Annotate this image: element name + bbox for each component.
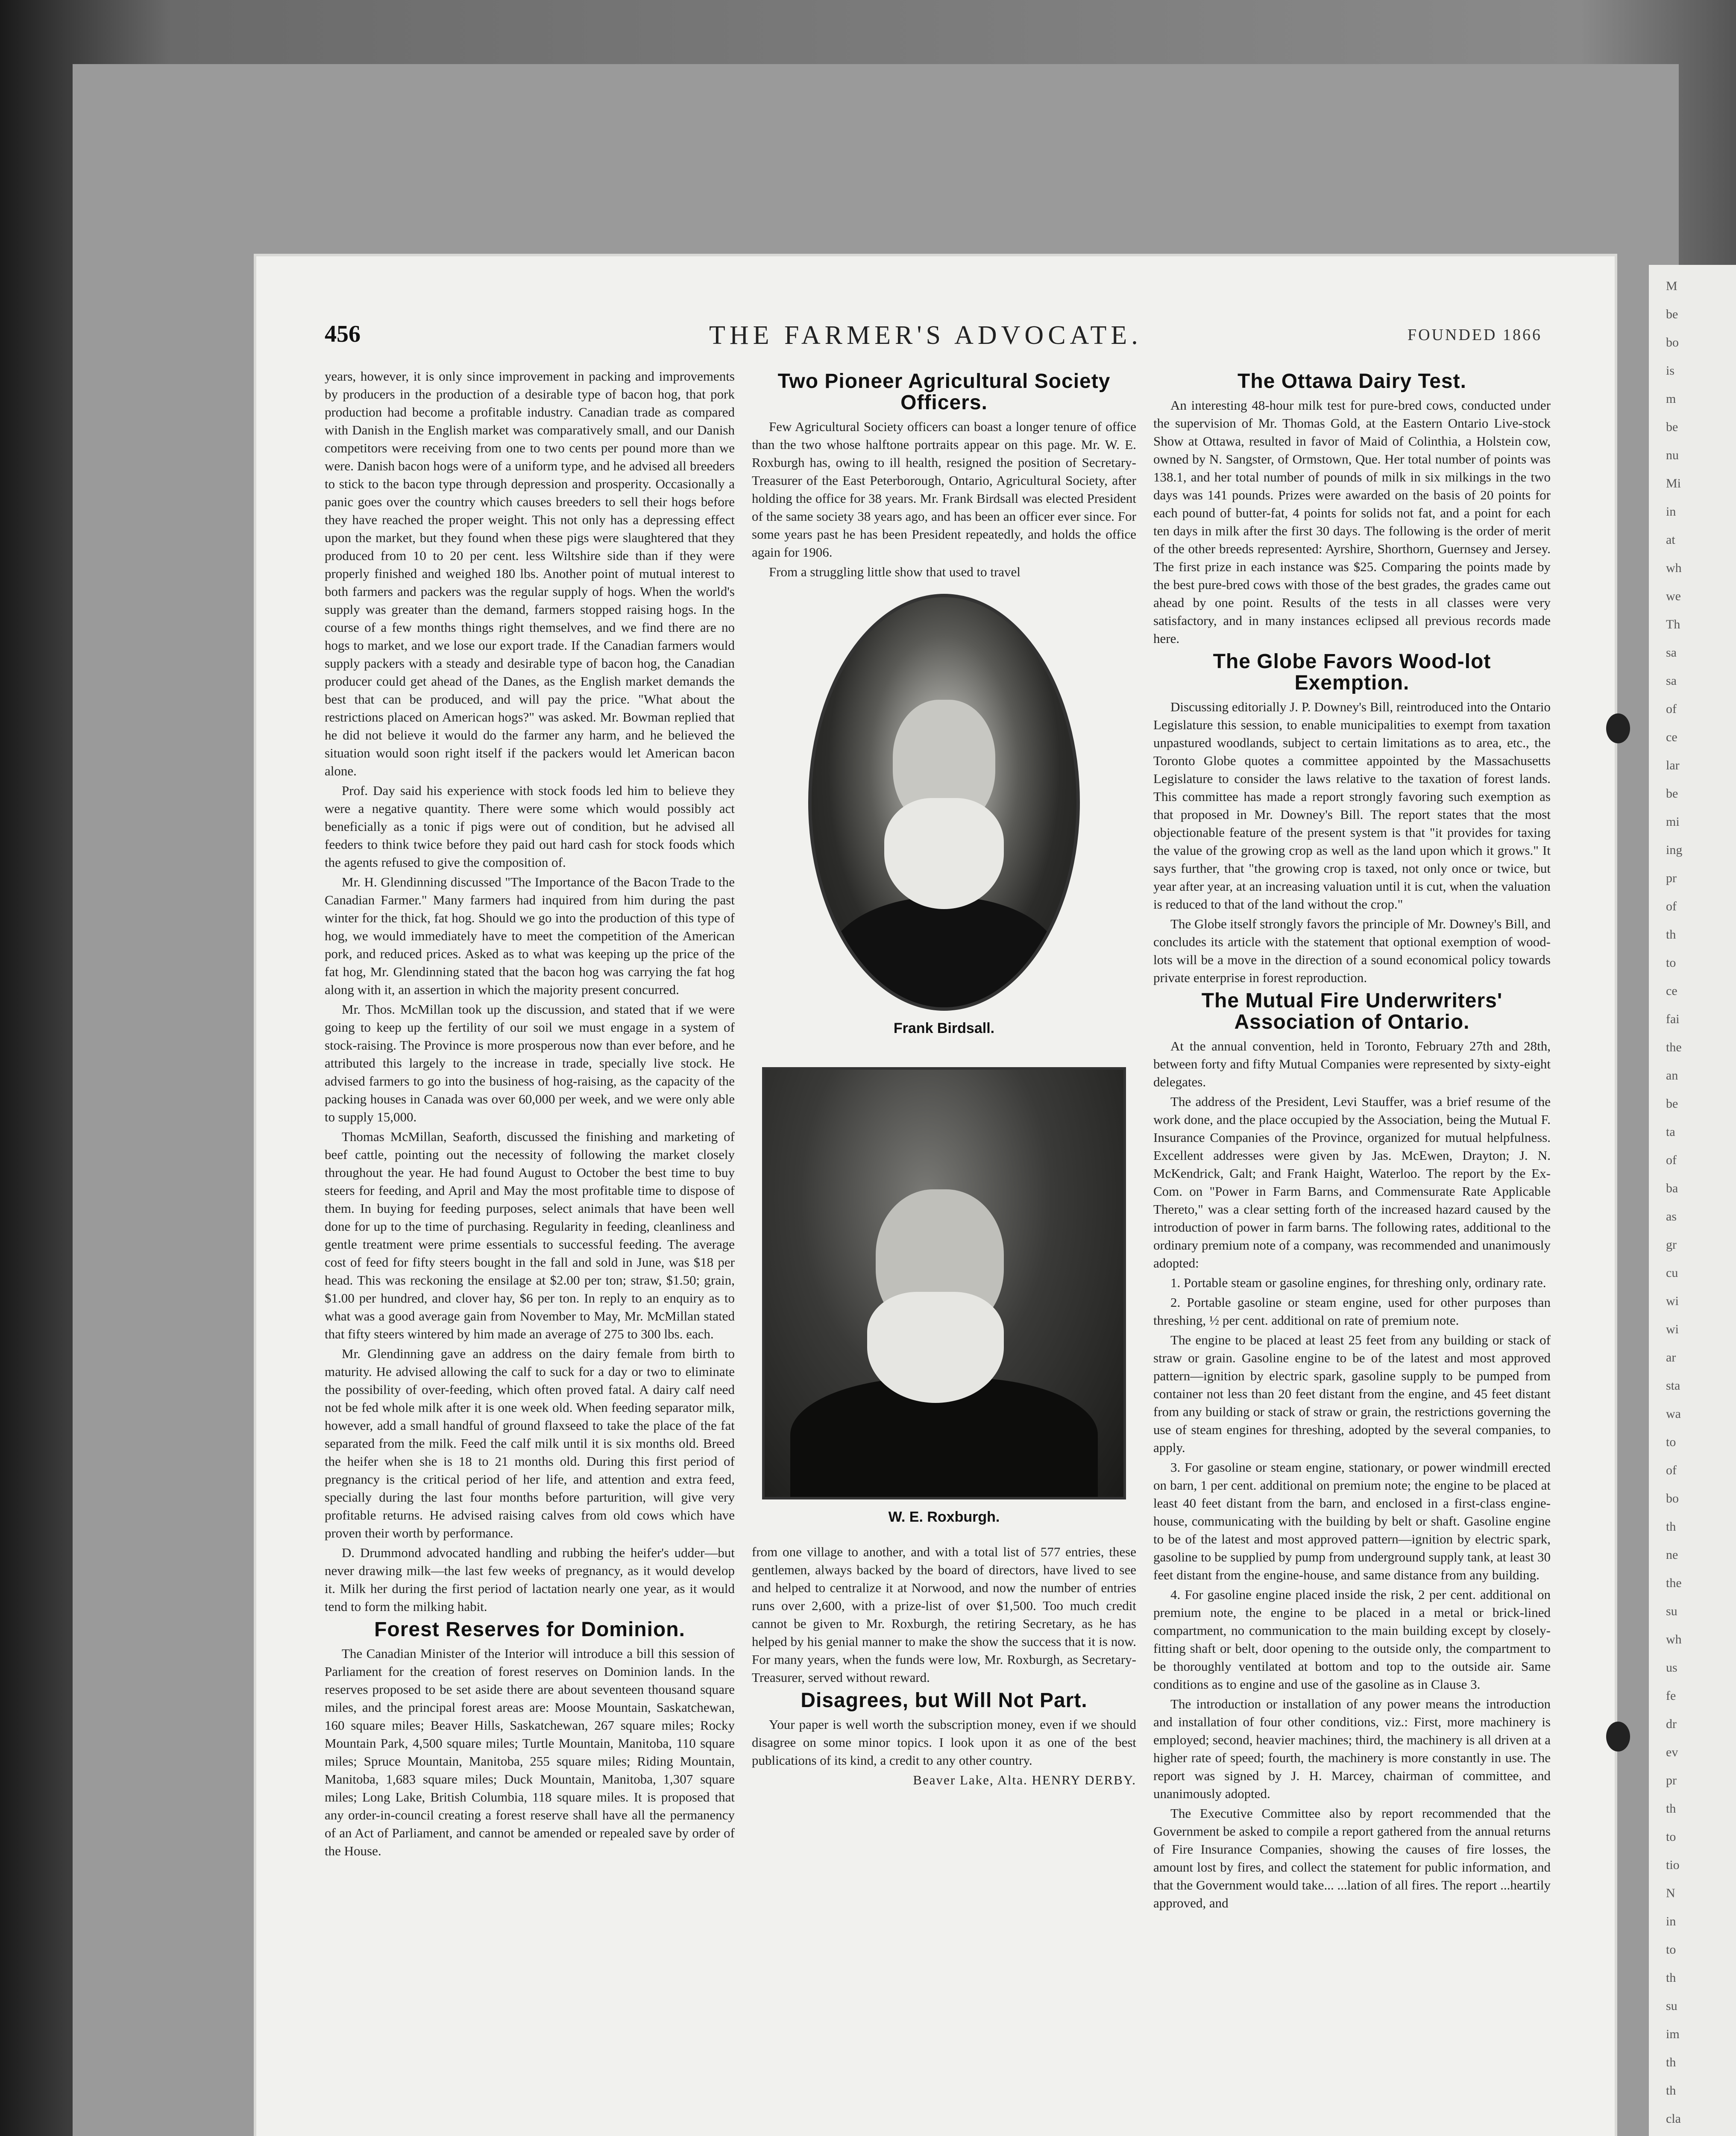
article-paragraph: The engine to be placed at least 25 feet from any building or stack of straw or grain. Gasoline engine to be of the latest and most approved pattern—ignition by electric spark, gasoline supply to be pumped from container not less than 20 feet distant from the engine, and 45 feet distant from any building or stack of straw or grain, the restrictions governing the use of steam engines for threshing, adopted by the several companies, to apply. — [1153, 1332, 1551, 1455]
adjacent-page-text-fragment: to — [1666, 1942, 1676, 1957]
article-paragraph: Mr. Thos. McMillan took up the discussion, and stated that if we were going to keep up the fertility of our soil we must engage in a system of stock-raising. The Province is more prosperous now than ever before, and he attributed this largely to the increase in trade, specially live stock. He advised farmers to go into the business of hog-raising, as the capacity of the packing houses in Canada was over 60,000 per week, and we were only able to supply 15,000. — [325, 1002, 735, 1124]
adjacent-page-text-fragment: wa — [1666, 1407, 1681, 1421]
adjacent-page-text-fragment: mi — [1666, 815, 1680, 829]
article-paragraph: The address of the President, Levi Stauffer, was a brief resume of the work done, and the place occupied by the Association, being the Mutual F. Insurance Companies of the Province, organized for mutual helpfulness. Excellent addresses were given by Jas. McEwen, Drayton; J. N. McKendrick, Galt; and Frank Haight, Waterloo. The report by the Ex-Com. on "Power in Farm Barns, and Commensurate Rate Applicable Thereto," was a clear setting forth of the increased hazard caused by the introduction of power in farm barns. The following rates, additional to the ordinary premium note of a company, was recommended and unanimously adopted: — [1153, 1094, 1551, 1270]
adjacent-page-text-fragment: be — [1666, 1097, 1678, 1111]
adjacent-page-text-fragment: as — [1666, 1209, 1677, 1224]
page-header — [325, 320, 1542, 350]
adjacent-page-text-fragment: gr — [1666, 1238, 1677, 1252]
adjacent-page-text-fragment: us — [1666, 1661, 1677, 1675]
adjacent-page-fragment — [1649, 265, 1736, 2136]
article-paragraph: Prof. Day said his experience with stock foods led him to believe they were a negative quantity. There were some which would possibly act beneficially as a tonic if pigs were out of condition, but he advised all feeders to think twice before they paid out hard cash for stock foods which the agents refused to give the composition of. — [325, 783, 735, 870]
adjacent-page-text-fragment: th — [1666, 2055, 1676, 2069]
globe-woodlot-heading: The Globe Favors Wood-lot Exemption. — [1213, 650, 1491, 694]
adjacent-page-text-fragment: ar — [1666, 1350, 1676, 1364]
masthead-title: THE FARMER'S ADVOCATE. — [709, 321, 1142, 350]
adjacent-page-text-fragment: to — [1666, 956, 1676, 970]
article-paragraph: At the annual convention, held in Toronto, February 27th and 28th, between forty and fifty Mutual Companies were represented by sixty-eight delegates. — [1153, 1039, 1551, 1089]
adjacent-page-text-fragment: bo — [1666, 335, 1679, 349]
adjacent-page-text-fragment: ne — [1666, 1548, 1678, 1562]
column-1 — [325, 367, 735, 1862]
article-paragraph: Mr. Glendinning gave an address on the dairy female from birth to maturity. He advised allowing the calf to suck for a day or two to eliminate the possibility of over-feeding, which often proved fatal. A dairy calf need not be fed whole milk after it is one week old. When feeding separator milk, however, add a small handful of ground flaxseed to take the place of the fat separated from the milk. Feed the calf milk until it is six months old. Breed the heifer when she is 18 to 21 months old. During this first period of pregnancy is the critical period of her life, and attention and extra feed, specially during the last four months before parturition, will give very profitable returns. He advised raising calves from old cows which have proven their worth by performance. — [325, 1346, 735, 1540]
article-paragraph: from one village to another, and with a total list of 577 entries, these gentlemen, always backed by the board of directors, have lived to see and helped to centralize it at Norwood, and now the number of entries runs over 2,600, with a prize-list of over $1,500. Too much credit cannot be given to Mr. Roxburgh, the retiring Secretary, as he has helped by his genial manner to make the show the success that it is now. For many years, when the funds were low, Mr. Roxburgh, as Secretary-Treasurer, served without reward. — [752, 1544, 1136, 1685]
adjacent-page-text-fragment: wi — [1666, 1322, 1679, 1336]
page-number: 456 — [325, 321, 361, 347]
article-paragraph: Your paper is well worth the subscription money, even if we should disagree on some minor topics. I look upon it as one of the best publications of its kind, a credit to any other country. — [752, 1717, 1136, 1768]
article-paragraph: Discussing editorially J. P. Downey's Bill, reintroduced into the Ontario Legislature this session, to enable municipalities to exempt from taxation unpastured woodlands, subject to certain limitations as to area, etc., the Toronto Globe quotes a committee appointed by the Massachusetts Legislature to consider the laws relative to the taxation of forest lands. This committee has made a report strongly favoring such exemption as that proposed in Mr. Downey's Bill. The report states that the most objectionable feature of the present system is that "it provides for taxing the value of the growing crop as well as the land upon which it grows." It says further, that "the growing crop is taxed, not only once or twice, but year after year, at an increasing valuation until it is cut, when the valuation is reduced to that of the land without the crop." — [1153, 699, 1551, 912]
adjacent-page-text-fragment: be — [1666, 420, 1678, 434]
portrait-we-roxburgh — [762, 1067, 1126, 1499]
adjacent-page-text-fragment: an — [1666, 1068, 1678, 1083]
portrait-caption: Frank Birdsall. — [893, 1020, 995, 1036]
adjacent-page-text-fragment: ba — [1666, 1181, 1678, 1195]
article-paragraph: Thomas McMillan, Seaforth, discussed the finishing and marketing of beef cattle, pointing out the necessity of following the market closely throughout the year. He had found August to October the best time to buy steers for feeding, and April and May the most profitable time to dispose of them. In buying for feeding purposes, select animals that have been well done for up to the time of purchasing. Regularity in feeding, cleanliness and gentle treatment were prime essentials to successful feeding. The average cost of feed for fifty steers bought in the fall and sold in June, was $18 per head. This was reckoning the ensilage at $2.00 per ton; straw, $1.50; grain, $1.00 per hundred, and clover hay, $6 per ton. In reply to an enquiry as to what was a good average gain from November to May, Mr. McMillan stated that fifty steers wintered by him made an average of 275 to 300 lbs. each. — [325, 1129, 735, 1341]
binding-hole — [1606, 713, 1630, 743]
adjacent-page-text-fragment: wh — [1666, 1632, 1682, 1646]
adjacent-page-text-fragment: be — [1666, 786, 1678, 801]
adjacent-page-text-fragment: is — [1666, 364, 1675, 378]
adjacent-page-text-fragment: of — [1666, 1463, 1677, 1477]
adjacent-page-text-fragment: th — [1666, 1971, 1676, 1985]
adjacent-page-text-fragment: th — [1666, 2083, 1676, 2098]
pioneer-officers-heading: Two Pioneer Agricultural Society Officers. — [777, 370, 1111, 414]
adjacent-page-text-fragment: ev — [1666, 1745, 1678, 1759]
article-paragraph: 1. Portable steam or gasoline engines, for threshing only, ordinary rate. — [1170, 1275, 1546, 1290]
adjacent-page-text-fragment: ce — [1666, 730, 1677, 744]
adjacent-page-text-fragment: dr — [1666, 1717, 1677, 1731]
adjacent-page-text-fragment: th — [1666, 1802, 1676, 1816]
adjacent-page-text-fragment: at — [1666, 533, 1675, 547]
adjacent-page-text-fragment: to — [1666, 1830, 1676, 1844]
portrait-caption: W. E. Roxburgh. — [888, 1509, 1000, 1525]
adjacent-page-text-fragment: sa — [1666, 645, 1677, 660]
article-paragraph: 3. For gasoline or steam engine, stationary, or power windmill erected on barn, 1 per cent. additional on premium note; the engine to be placed at least 40 feet distant from the barn, and enclosed in a first-class engine-house, communicating with the building by belt or shaft. Gasoline engine to be of the latest and most approved pattern—ignition by electric spark, gasoline to be supplied by pump from underground supply tank, at least 30 feet distant from the engine-house, and same distance from any building. — [1153, 1460, 1551, 1582]
founded-note: FOUNDED 1866 — [1407, 326, 1542, 344]
adjacent-page-text-fragment: Mi — [1666, 476, 1681, 490]
adjacent-page-text-fragment: cla — [1666, 2112, 1681, 2126]
adjacent-page-text-fragment: nu — [1666, 448, 1679, 462]
adjacent-page-text-fragment: ing — [1666, 843, 1683, 857]
adjacent-page-text-fragment: sa — [1666, 674, 1677, 688]
adjacent-page-text-fragment: N — [1666, 1886, 1675, 1900]
adjacent-page-text-fragment: th — [1666, 927, 1676, 942]
adjacent-page-text-fragment: Th — [1666, 617, 1680, 631]
adjacent-page-text-fragment: wh — [1666, 561, 1682, 575]
adjacent-page-text-fragment: ce — [1666, 984, 1677, 998]
adjacent-page-text-fragment: we — [1666, 589, 1681, 603]
adjacent-page-text-fragment: of — [1666, 899, 1677, 913]
adjacent-page-text-fragment: th — [1666, 1520, 1676, 1534]
newspaper-page — [256, 256, 1615, 2136]
adjacent-page-text-fragment: M — [1666, 279, 1677, 293]
article-paragraph: Few Agricultural Society officers can boast a longer tenure of office than the two whose halftone portraits appear on this page. Mr. W. E. Roxburgh has, owing to ill health, resigned the position of Secretary-Treasurer of the East Peterborough, Ontario, Agricultural Society, after holding the office for 38 years. Mr. Frank Birdsall was elected President of the same society 38 years ago, and has been an officer ever since. For some years past he has been President repeatedly, and holds the office again for 1906. — [752, 419, 1136, 560]
adjacent-page-text-fragment: su — [1666, 1999, 1677, 2013]
adjacent-page-text-fragment: the — [1666, 1576, 1682, 1590]
adjacent-page-text-fragment: wi — [1666, 1294, 1679, 1308]
adjacent-page-text-fragment: lar — [1666, 758, 1680, 772]
adjacent-page-text-fragment: ta — [1666, 1125, 1675, 1139]
adjacent-page-text-fragment: in — [1666, 505, 1676, 519]
adjacent-page-text-fragment: to — [1666, 1435, 1676, 1449]
letter-signature: Beaver Lake, Alta. HENRY DERBY. — [913, 1772, 1136, 1787]
adjacent-page-text-fragment: bo — [1666, 1491, 1679, 1505]
article-paragraph: The Canadian Minister of the Interior will introduce a bill this session of Parliament for the creation of forest reserves on Dominion lands. In the reserves proposed to be set aside there are about seventeen thousand square miles, and the principal forest areas are: Moose Mountain, Saskatchewan, 160 square miles; Beaver Hills, Saskatchewan, 267 square miles; Rocky Mountain Park, 4,500 square miles; Turtle Mountain, Manitoba, 110 square miles; Spruce Mountain, Manitoba, 255 square miles; Riding Mountain, Manitoba, 1,683 square miles; Duck Mountain, Manitoba, 1,307 square miles; Long Lake, British Columbia, 118 square miles. It is proposed that any order-in-council creating a forest reserve shall have all the permanency of an Act of Parliament, and cannot be amended or repealed save by order of the House. — [325, 1646, 735, 1858]
adjacent-page-text-fragment: tio — [1666, 1858, 1680, 1872]
article-paragraph: From a struggling little show that used to travel — [769, 564, 1020, 579]
adjacent-page-text-fragment: fai — [1666, 1012, 1680, 1026]
article-paragraph: years, however, it is only since improvement in packing and improvements by producers in the production of a desirable type of bacon hog, that pork production had become a profitable industry. Canadian trade as compared with Danish in the English market was comparatively small, and our Danish competitors were receiving from one to two cents per pound more than we were. Danish bacon hogs were of a uniform type, and he advised all breeders to stick to the bacon type through depression and prosperity. Occasionally a panic goes over the country which causes breeders to sell their hogs before they have reached the proper weight. This not only has a depressing effect upon the market, but they found when these pigs were slaughtered that they produced from 10 to 20 per cent. less Wiltshire side than if they were properly finished and weighed 180 lbs. Another point of mutual interest to both farmers and packers was the regular supply of hogs. When the world's supply was greater than the demand, farmers stopped raising hogs. In the course of a few months things right themselves, and we find there are no hogs to market, and we lose our export trade. If the Canadian farmers would supply packers with a steady and desirable type of bacon hog, the Canadian producer could get ahead of the Danes, as the English market demands the best that can be produced, and will pay the price. "What about the restrictions placed on American hogs?" was asked. Mr. Bowman replied that he did not believe it would do the farmer any harm, and he believed the situation would soon right itself if the packers would let American bacon alone. — [325, 369, 735, 778]
article-paragraph: D. Drummond advocated handling and rubbing the heifer's udder—but never drawing milk—the last few weeks of pregnancy, as it would develop it. Milk her during the first period of lactation nearly one year, as it would tend to form the milking habit. — [325, 1545, 735, 1614]
adjacent-page-text-fragment: the — [1666, 1040, 1682, 1054]
adjacent-page-text-fragment: cu — [1666, 1266, 1678, 1280]
article-paragraph: Mr. H. Glendinning discussed "The Importance of the Bacon Trade to the Canadian Farmer." Many farmers had inquired from him during the past winter for the thick, fat hog. Should we go into the production of this type of hog, we would immediately have to meet the competition of the American pork, and reduced prices. Asked as to what was keeping up the price of the fat hog, Mr. Glendinning stated that the bacon hog was carrying the fat hog along with it, an assertion in which the majority present concurred. — [325, 874, 735, 997]
adjacent-page-text-fragment: sta — [1666, 1379, 1680, 1393]
portrait-beard — [884, 798, 1004, 909]
ottawa-dairy-heading: The Ottawa Dairy Test. — [1237, 370, 1466, 393]
article-paragraph: 2. Portable gasoline or steam engine, used for other purposes than threshing, ½ per cent. additional on rate of premium note. — [1153, 1295, 1551, 1328]
article-paragraph: An interesting 48-hour milk test for pure-bred cows, conducted under the supervision of Mr. Thomas Gold, at the Eastern Ontario Live-stock Show at Ottawa, resulted in favor of Maid of Colinthia, a Holstein cow, owned by N. Sangster, of Ormstown, Que. Her total number of points was 138.1, and her total number of pounds of milk in six milkings in the two days was 141 pounds. Prizes were awarded on the basis of 20 points for each pound of butter-fat, 4 points for solids not fat, and a point for each ten days in milk after the first 30 days. The following is the order of merit of the other breeds represented: Ayrshire, Shorthorn, Guernsey and Jersey. The first prize in each instance was $25. Comparing the points made by the best pure-bred cows with those of the best grades, the grades came out ahead by one point. Results of the tests in all classes were very satisfactory, and in many instances eclipsed all previous records made here. — [1153, 398, 1551, 646]
adjacent-page-text-fragment: of — [1666, 1153, 1677, 1167]
adjacent-page-text-fragment: be — [1666, 307, 1678, 321]
portrait-beard — [867, 1292, 1004, 1403]
adjacent-page-text-fragment: in — [1666, 1914, 1676, 1928]
adjacent-page-text-fragment: im — [1666, 2027, 1680, 2041]
portrait-frank-birdsall — [808, 594, 1080, 1011]
article-paragraph: 4. For gasoline engine placed inside the risk, 2 per cent. additional on premium note, the engine to be placed in a metal or brick-lined compartment, no communication to the main building except by closely-fitting shaft or belt, door opening to the outside only, the compartment to be thoroughly ventilated at bottom and top to the outside air. Same conditions as to engine and use of the gasoline as in Clause 3. — [1153, 1587, 1551, 1692]
adjacent-page-text-fragment: pr — [1666, 1773, 1677, 1787]
disagrees-heading: Disagrees, but Will Not Part. — [801, 1689, 1088, 1712]
adjacent-page-text-fragment: su — [1666, 1604, 1677, 1618]
adjacent-page-text-fragment: m — [1666, 392, 1676, 406]
article-paragraph: The introduction or installation of any power means the introduction and installation of four other conditions, viz.: First, more machinery is employed; second, heavier machines; third, the machinery is all driven at a higher rate of speed; fourth, the machinery is more constantly in use. The report was signed by J. H. Marcey, chairman of committee, and unanimously adopted. — [1153, 1696, 1551, 1801]
adjacent-page-text-fragment: of — [1666, 702, 1677, 716]
adjacent-page-text-fragment: fe — [1666, 1689, 1676, 1703]
article-paragraph: The Executive Committee also by report recommended that the Government be asked to compile a report gathered from the annual returns of Fire Insurance Companies, showing the causes of fire losses, the amount lost by fires, and collect the statement for public information, and that the Government would take... ...lation of all fires. The report ...heartily approved, and — [1153, 1806, 1551, 1910]
mutual-fire-heading: The Mutual Fire Underwriters' Association of Ontario. — [1201, 989, 1503, 1033]
portrait-coat — [829, 896, 1059, 1011]
column-3 — [1153, 367, 1551, 1914]
adjacent-page-text-fragment: pr — [1666, 871, 1677, 885]
article-paragraph: The Globe itself strongly favors the principle of Mr. Downey's Bill, and concludes its article with the statement that optional exemption of wood-lots will be a move in the direction of a sound economical policy towards private enterprise in forest reproduction. — [1153, 916, 1551, 985]
forest-reserves-heading: Forest Reserves for Dominion. — [374, 1618, 685, 1641]
binding-hole — [1606, 1722, 1630, 1752]
column-2 — [752, 367, 1136, 1791]
